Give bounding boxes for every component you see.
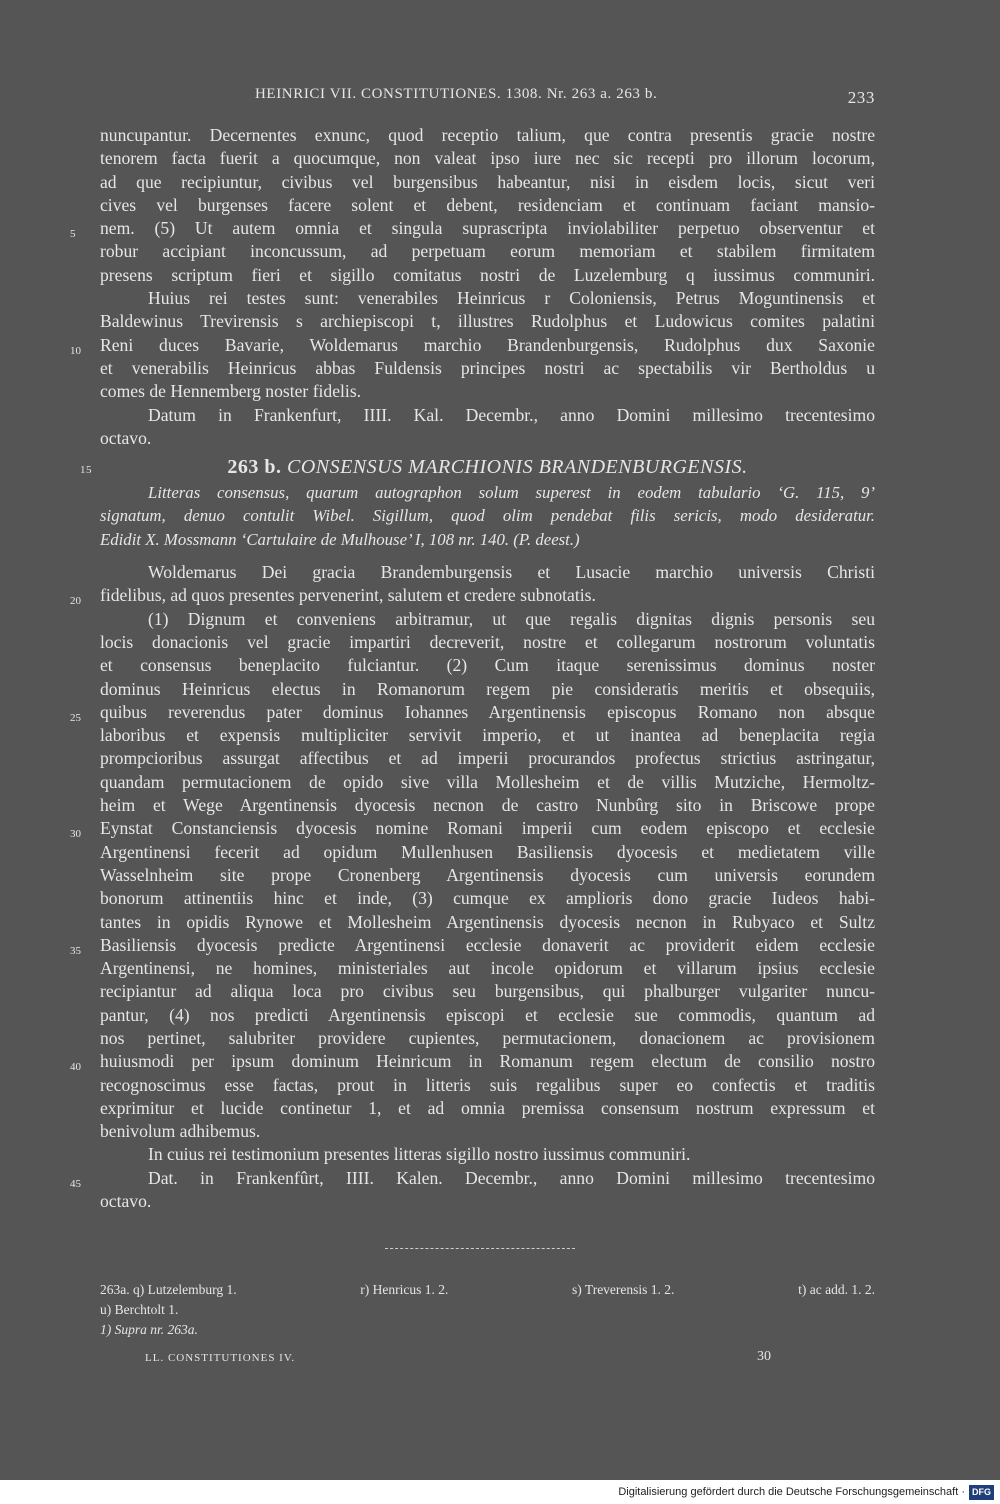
editorial-footnote: 1) Supra nr. 263a. bbox=[100, 1322, 198, 1337]
line-text: fidelibus, ad quos presentes pervenerint, salutem et credere subnotatis. bbox=[100, 585, 596, 606]
line-text: Baldewinus Trevirensis s archiepiscopi t, illustres Rudolphus et Ludowicus comites palatini bbox=[100, 311, 875, 332]
editorial-line: Edidit X. Mossmann ‘Cartulaire de Mulhouse’ I, 108 nr. 140. (P. deest.) bbox=[100, 529, 580, 549]
line-text: presens scriptum fieri et sigillo comitatus nostri de Luzelemburg q iussimus communiri. bbox=[100, 264, 875, 285]
line-text: Basiliensis dyocesis predicte Argentinensi ecclesie donaverit ac providerit eidem ecclesie bbox=[100, 934, 875, 955]
line-text: tantes in opidis Rynowe et Mollesheim Argentinensis dyocesis necnon in Rubyaco et Sultz bbox=[100, 911, 875, 932]
text-line bbox=[100, 1004, 875, 1027]
text-line bbox=[100, 794, 875, 817]
line-text: Datum in Frankenfurt, IIII. Kal. Decembr., anno Domini millesimo trecentesimo bbox=[148, 404, 875, 425]
text-line bbox=[100, 887, 875, 910]
spacer bbox=[100, 551, 875, 561]
line-text: heim et Wege Argentinensis dyocesis necnon de castro Nunbûrg sito in Briscowe prope bbox=[100, 795, 875, 816]
text-line bbox=[70, 817, 875, 841]
text-line bbox=[100, 264, 875, 287]
text-line bbox=[100, 724, 875, 747]
signature-mark: LL. CONSTITUTIONES IV. bbox=[145, 1352, 296, 1364]
text-line bbox=[100, 841, 875, 864]
line-text: nem. (5) Ut autem omnia et singula suprascripta inviolabiliter perpetuo observentur et bbox=[100, 218, 875, 239]
line-text: et consensus beneplacito fulciantur. (2) Cum itaque serenissimus dominus noster bbox=[100, 655, 875, 676]
editorial-line: signatum, denuo contulit Wibel. Sigillum, quod olim pendebat filis sericis, modo desideratur. bbox=[100, 506, 875, 526]
line-number: 25 bbox=[70, 711, 81, 724]
line-text: Reni duces Bavarie, Woldemarus marchio Brandenburgensis, Rudolphus dux Saxonie bbox=[100, 334, 875, 355]
line-text: benivolum adhibemus. bbox=[100, 1121, 261, 1142]
dfg-logo-icon: DFG bbox=[969, 1485, 994, 1500]
text-line bbox=[70, 701, 875, 724]
line-text: et venerabilis Heinricus abbas Fuldensis principes nostri ac spectabilis vir Bertholdus u bbox=[100, 357, 875, 378]
line-text: Argentinensi, ne homines, ministeriales aut incole opidorum et villarum ipsius ecclesie bbox=[100, 958, 875, 979]
line-text: nos pertinet, salubriter providere cupientes, permutacionem, donacionem ac provisionem bbox=[100, 1027, 875, 1048]
line-text: huiusmodi per ipsum dominum Heinricum in Romanum regem electum de consilio nostro bbox=[100, 1051, 875, 1072]
line-text: tenorem facta fuerit a quocumque, non valeat ipso iure nec sic recepti pro illorum locorum, bbox=[100, 148, 875, 169]
text-line bbox=[100, 240, 875, 263]
line-text: exprimitur et lucide continetur 1, et ad omnia premissa consensum nostrum expressum et bbox=[100, 1097, 875, 1118]
text-line bbox=[100, 1190, 875, 1213]
line-text: In cuius rei testimonium presentes litteras sigillo nostro iussimus communiri. bbox=[148, 1144, 691, 1165]
text-line bbox=[100, 608, 875, 631]
line-text: Huius rei testes sunt: venerabiles Heinricus r Coloniensis, Petrus Moguntinensis et bbox=[148, 288, 875, 309]
line-text: Argentinensi fecerit ad opidum Mullenhusen Basiliensis dyocesis et medietatem ville bbox=[100, 841, 875, 862]
editorial-preface bbox=[100, 481, 875, 551]
footnote-s: s) Treverensis 1. 2. bbox=[572, 1282, 675, 1297]
line-text: laboribus et expensis multipliciter servivit imperio, et ut inantea ad beneplacita regia bbox=[100, 725, 875, 746]
line-text: dominus Heinricus electus in Romanorum regem pie consideratis meritis et obsequiis, bbox=[100, 678, 875, 699]
text-line bbox=[100, 561, 875, 584]
footnote-r: r) Henricus 1. 2. bbox=[360, 1282, 449, 1297]
line-text: robur accipiant inconcussum, ad perpetuam eorum memoriam et stabilem firmitatem bbox=[100, 241, 875, 262]
line-number: 5 bbox=[70, 228, 76, 241]
line-text: nuncupantur. Decernentes exnunc, quod receptio talium, que contra presentis gracie nostre bbox=[100, 125, 875, 145]
text-line bbox=[100, 380, 875, 403]
line-text: recipiantur ad aliqua loca pro civibus seu burgensibus, qui phalburger vulgariter nuncu- bbox=[100, 981, 875, 1002]
line-text: octavo. bbox=[100, 427, 152, 448]
text-line bbox=[100, 1120, 875, 1143]
line-number: 15 bbox=[80, 464, 92, 477]
line-text: Eynstat Constanciensis dyocesis nomine Romani imperii cum eodem episcopo et ecclesie bbox=[100, 818, 875, 839]
text-line bbox=[100, 678, 875, 701]
text-line bbox=[100, 957, 875, 980]
running-title: HEINRICI VII. CONSTITUTIONES. 1308. Nr. 263 a. 263 b. bbox=[255, 86, 658, 102]
footnote-u: u) Berchtolt 1. bbox=[100, 1302, 179, 1317]
text-line bbox=[70, 934, 875, 957]
text-line bbox=[100, 310, 875, 333]
footnote-q: 263a. q) Lutzelemburg 1. bbox=[100, 1282, 237, 1297]
text-line bbox=[100, 124, 875, 147]
line-text: ad que recipiuntur, civibus vel burgensibus habeantur, nisi in eisdem locis, sicut veri bbox=[100, 171, 875, 192]
text-line bbox=[100, 147, 875, 170]
line-text: locis donacionis vel gracie impartiri decreverit, nostre et collegarum nostrorum voluntatis bbox=[100, 631, 875, 652]
text-line bbox=[70, 1167, 875, 1190]
text-line bbox=[70, 217, 875, 241]
document-title: CONSENSUS MARCHIONIS BRANDENBURGENSIS. bbox=[286, 456, 748, 479]
line-text: quandam permutacionem de opido sive villa Mollesheim et de villis Mutziche, Hermoltz- bbox=[100, 771, 875, 792]
line-text: (1) Dignum et conveniens arbitramur, ut que regalis dignitas dignis personis seu bbox=[148, 608, 875, 629]
text-line bbox=[100, 747, 875, 770]
document-number: 263 b. bbox=[227, 456, 282, 479]
line-number: 10 bbox=[70, 344, 81, 357]
text-line bbox=[100, 771, 875, 794]
text-line bbox=[100, 654, 875, 677]
text-line bbox=[100, 864, 875, 887]
line-text: octavo. bbox=[100, 1191, 152, 1212]
text-line bbox=[100, 171, 875, 194]
line-number: 30 bbox=[70, 828, 81, 841]
signature-number: 30 bbox=[757, 1349, 771, 1364]
text-line bbox=[100, 1027, 875, 1050]
footnote-row bbox=[100, 1280, 875, 1300]
line-text: prompcioribus assurgat affectibus et ad imperii procurandos profectus strictius astringatur, bbox=[100, 748, 875, 769]
line-text: Wasselnheim site prope Cronenberg Argentinensis dyocesis cum universis eorundem bbox=[100, 864, 875, 885]
line-number: 20 bbox=[70, 595, 81, 608]
line-text: Woldemarus Dei gracia Brandemburgensis et Lusacie marchio universis Christi bbox=[148, 562, 875, 583]
banner-text: Digitalisierung gefördert durch die Deutsche Forschungsgemeinschaft · bbox=[618, 1486, 965, 1499]
digitization-banner bbox=[0, 1480, 1000, 1504]
text-line bbox=[100, 404, 875, 427]
text-line bbox=[100, 1097, 875, 1120]
text-line bbox=[100, 287, 875, 310]
footnote-t: t) ac add. 1. 2. bbox=[798, 1282, 875, 1297]
text-line bbox=[100, 1074, 875, 1097]
text-line bbox=[100, 1143, 875, 1166]
text-line bbox=[70, 334, 875, 357]
line-number: 40 bbox=[70, 1061, 81, 1074]
line-text: pantur, (4) nos predicti Argentinensis episcopi et ecclesie sue commodis, quantum ad bbox=[100, 1004, 875, 1025]
text-line bbox=[100, 357, 875, 380]
text-line bbox=[100, 427, 875, 450]
line-text: Dat. in Frankenfûrt, IIII. Kalen. Decembr., anno Domini millesimo trecentesimo bbox=[148, 1167, 875, 1188]
line-text: comes de Hennemberg noster fidelis. bbox=[100, 381, 362, 402]
text-line bbox=[100, 194, 875, 217]
text-line bbox=[100, 980, 875, 1003]
line-number: 35 bbox=[70, 944, 81, 957]
footnotes bbox=[100, 1280, 875, 1340]
running-header bbox=[255, 86, 875, 107]
line-text: recognoscimus esse factas, prout in litteris suis regalibus super eo confectis et traditis bbox=[100, 1074, 875, 1095]
text-line bbox=[70, 584, 875, 608]
line-text: quibus reverendus pater dominus Iohannes Argentinensis episcopus Romano non absque bbox=[100, 701, 875, 722]
line-number: 45 bbox=[70, 1177, 81, 1190]
text-line bbox=[100, 911, 875, 934]
section-263a-text bbox=[70, 124, 875, 450]
text-line bbox=[100, 631, 875, 654]
main-text bbox=[70, 124, 875, 1213]
separator-rule bbox=[385, 1248, 575, 1250]
section-263b-heading bbox=[80, 450, 875, 481]
line-text: bonorum attinentiis hinc et inde, (3) cumque ex amplioris dono gracie Iudeos habi- bbox=[100, 888, 875, 909]
editorial-line: Litteras consensus, quarum autographon solum superest in eodem tabulario ‘G. 115, 9’ bbox=[148, 483, 875, 503]
section-263b-text bbox=[70, 561, 875, 1213]
text-line bbox=[70, 1050, 875, 1074]
line-text: cives vel burgenses facere solent et debent, residenciam et continuam faciant mansio- bbox=[100, 194, 875, 215]
page-number: 233 bbox=[847, 88, 875, 107]
